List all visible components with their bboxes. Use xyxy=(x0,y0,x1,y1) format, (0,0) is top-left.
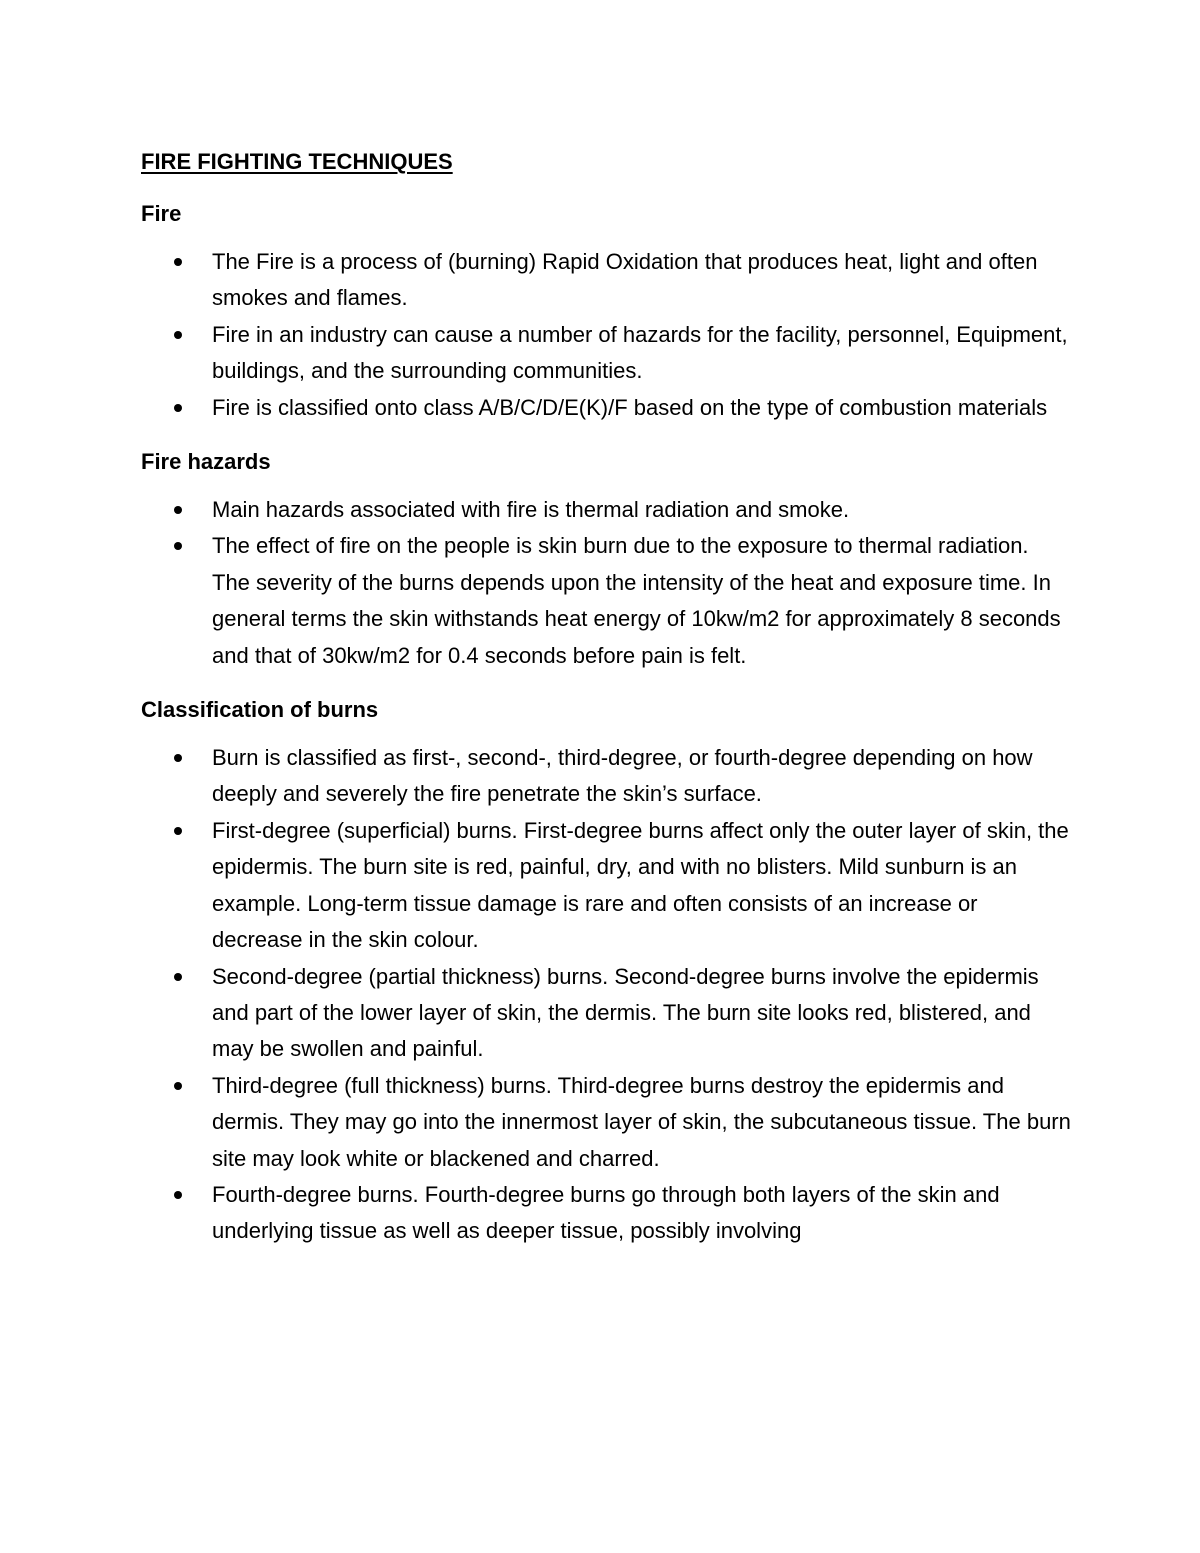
list-item-text: Third-degree (full thickness) burns. Third-degree burns destroy the epidermis and dermis. They may go into the innermost layer of skin, the subcutaneous tissue. The burn site may look white or blackened and charred. xyxy=(212,1072,1071,1171)
list-item xyxy=(141,317,1071,390)
bullet-list-classification-of-burns xyxy=(141,740,1071,1250)
list-item xyxy=(141,244,1071,317)
list-item xyxy=(141,1068,1071,1177)
bullet-icon xyxy=(174,506,182,514)
bullet-icon xyxy=(174,258,182,266)
list-item xyxy=(141,740,1071,813)
document-title: FIRE FIGHTING TECHNIQUES xyxy=(141,149,453,174)
bullet-icon xyxy=(174,1191,182,1199)
bullet-list-fire-hazards xyxy=(141,492,1071,674)
list-item xyxy=(141,813,1071,959)
list-item xyxy=(141,390,1071,426)
list-item-text: Fourth-degree burns. Fourth-degree burns go through both layers of the skin and underlying tissue as well as deeper tissue, possibly involving xyxy=(212,1181,1000,1244)
list-item xyxy=(141,959,1071,1068)
list-item-text: Fire in an industry can cause a number of hazards for the facility, personnel, Equipment, buildings, and the surrounding communities. xyxy=(212,321,1068,384)
list-item-text: Fire is classified onto class A/B/C/D/E(K)/F based on the type of combustion materials xyxy=(212,394,1048,420)
list-item xyxy=(141,528,1071,674)
list-item-text: Main hazards associated with fire is thermal radiation and smoke. xyxy=(212,497,850,523)
list-item-text: The effect of fire on the people is skin burn due to the exposure to thermal radiation. The severity of the burns depends upon the intensity of the heat and exposure time. In general terms the skin withstands heat energy of 10kw/m2 for approximately 8 seconds and that of 30kw/m2 for 0.4 seconds before pain is felt. xyxy=(212,533,1061,668)
bullet-icon xyxy=(174,827,182,835)
list-item xyxy=(141,1177,1071,1250)
bullet-icon xyxy=(174,754,182,762)
bullet-icon xyxy=(174,542,182,550)
section-heading-classification-of-burns: Classification of burns xyxy=(141,697,379,723)
bullet-icon xyxy=(174,331,182,339)
bullet-icon xyxy=(174,404,182,412)
section-heading-fire: Fire xyxy=(141,201,182,226)
bullet-icon xyxy=(174,973,182,981)
list-item xyxy=(141,492,1071,528)
bullet-icon xyxy=(174,1082,182,1090)
list-item-text: Second-degree (partial thickness) burns. Second-degree burns involve the epidermis and part of the lower layer of skin, the dermis. The burn site looks red, blistered, and may be swollen and painful. xyxy=(212,963,1039,1062)
document-body xyxy=(141,146,1071,1270)
list-item-text: First-degree (superficial) burns. First-degree burns affect only the outer layer of skin, the epidermis. The burn site is red, painful, dry, and with no blisters. Mild sunburn is an example. Long-term tissue damage is rare and often consists of an increase or decrease in the skin colour. xyxy=(212,817,1069,953)
bullet-list-fire xyxy=(141,244,1071,426)
list-item-text: Burn is classified as first-, second-, third-degree, or fourth-degree depending on how deeply and severely the fire penetrate the skin’s surface. xyxy=(212,745,1033,807)
section-heading-fire-hazards: Fire hazards xyxy=(141,449,271,475)
list-item-text: The Fire is a process of (burning) Rapid Oxidation that produces heat, light and often smokes and flames. xyxy=(212,249,1038,311)
